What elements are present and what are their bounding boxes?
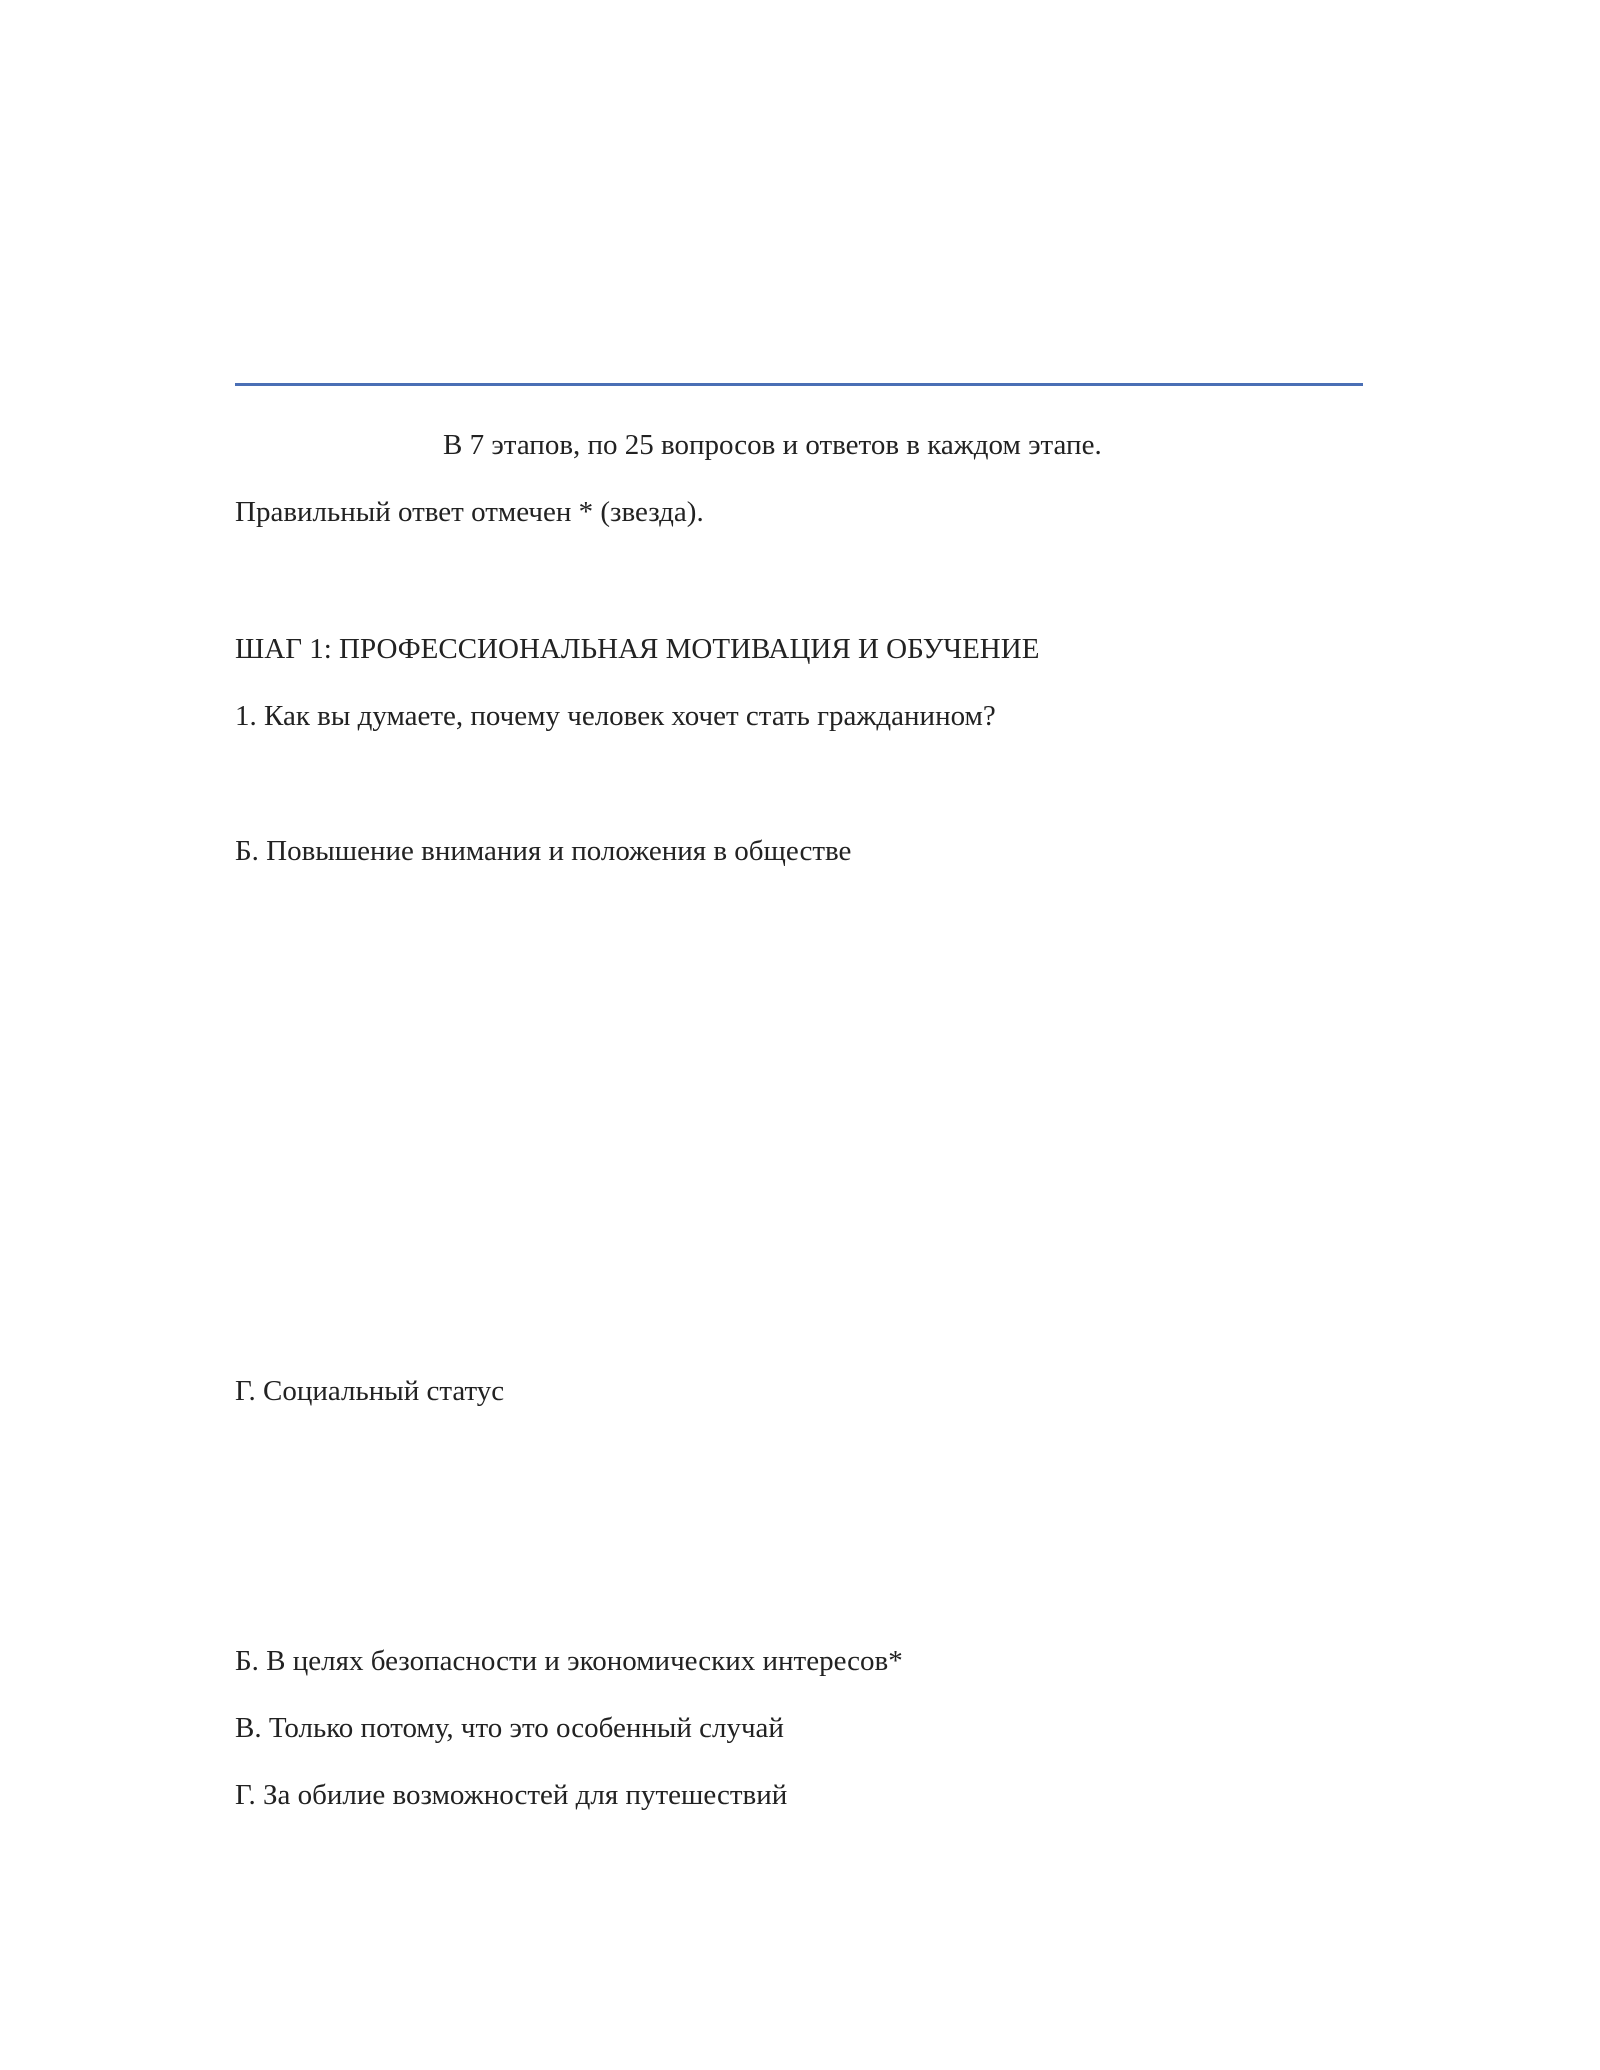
note-text: Правильный ответ отмечен * (звезда). — [235, 496, 704, 528]
answer-option: Г. Социальный статус — [235, 1375, 505, 1407]
answer-option: Г. За обилие возможностей для путешествий — [235, 1779, 788, 1811]
header-rule — [235, 383, 1363, 386]
question-text: 1. Как вы думаете, почему человек хочет стать гражданином? — [235, 700, 996, 732]
step-heading: ШАГ 1: ПРОФЕССИОНАЛЬНАЯ МОТИВАЦИЯ И ОБУЧЕНИЕ — [235, 633, 1040, 665]
answer-option: В. Только потому, что это особенный случай — [235, 1712, 784, 1744]
intro-text: В 7 этапов, по 25 вопросов и ответов в каждом этапе. — [443, 429, 1102, 461]
answer-option: Б. В целях безопасности и экономических интересов* — [235, 1645, 903, 1677]
answer-option: Б. Повышение внимания и положения в обществе — [235, 835, 852, 867]
